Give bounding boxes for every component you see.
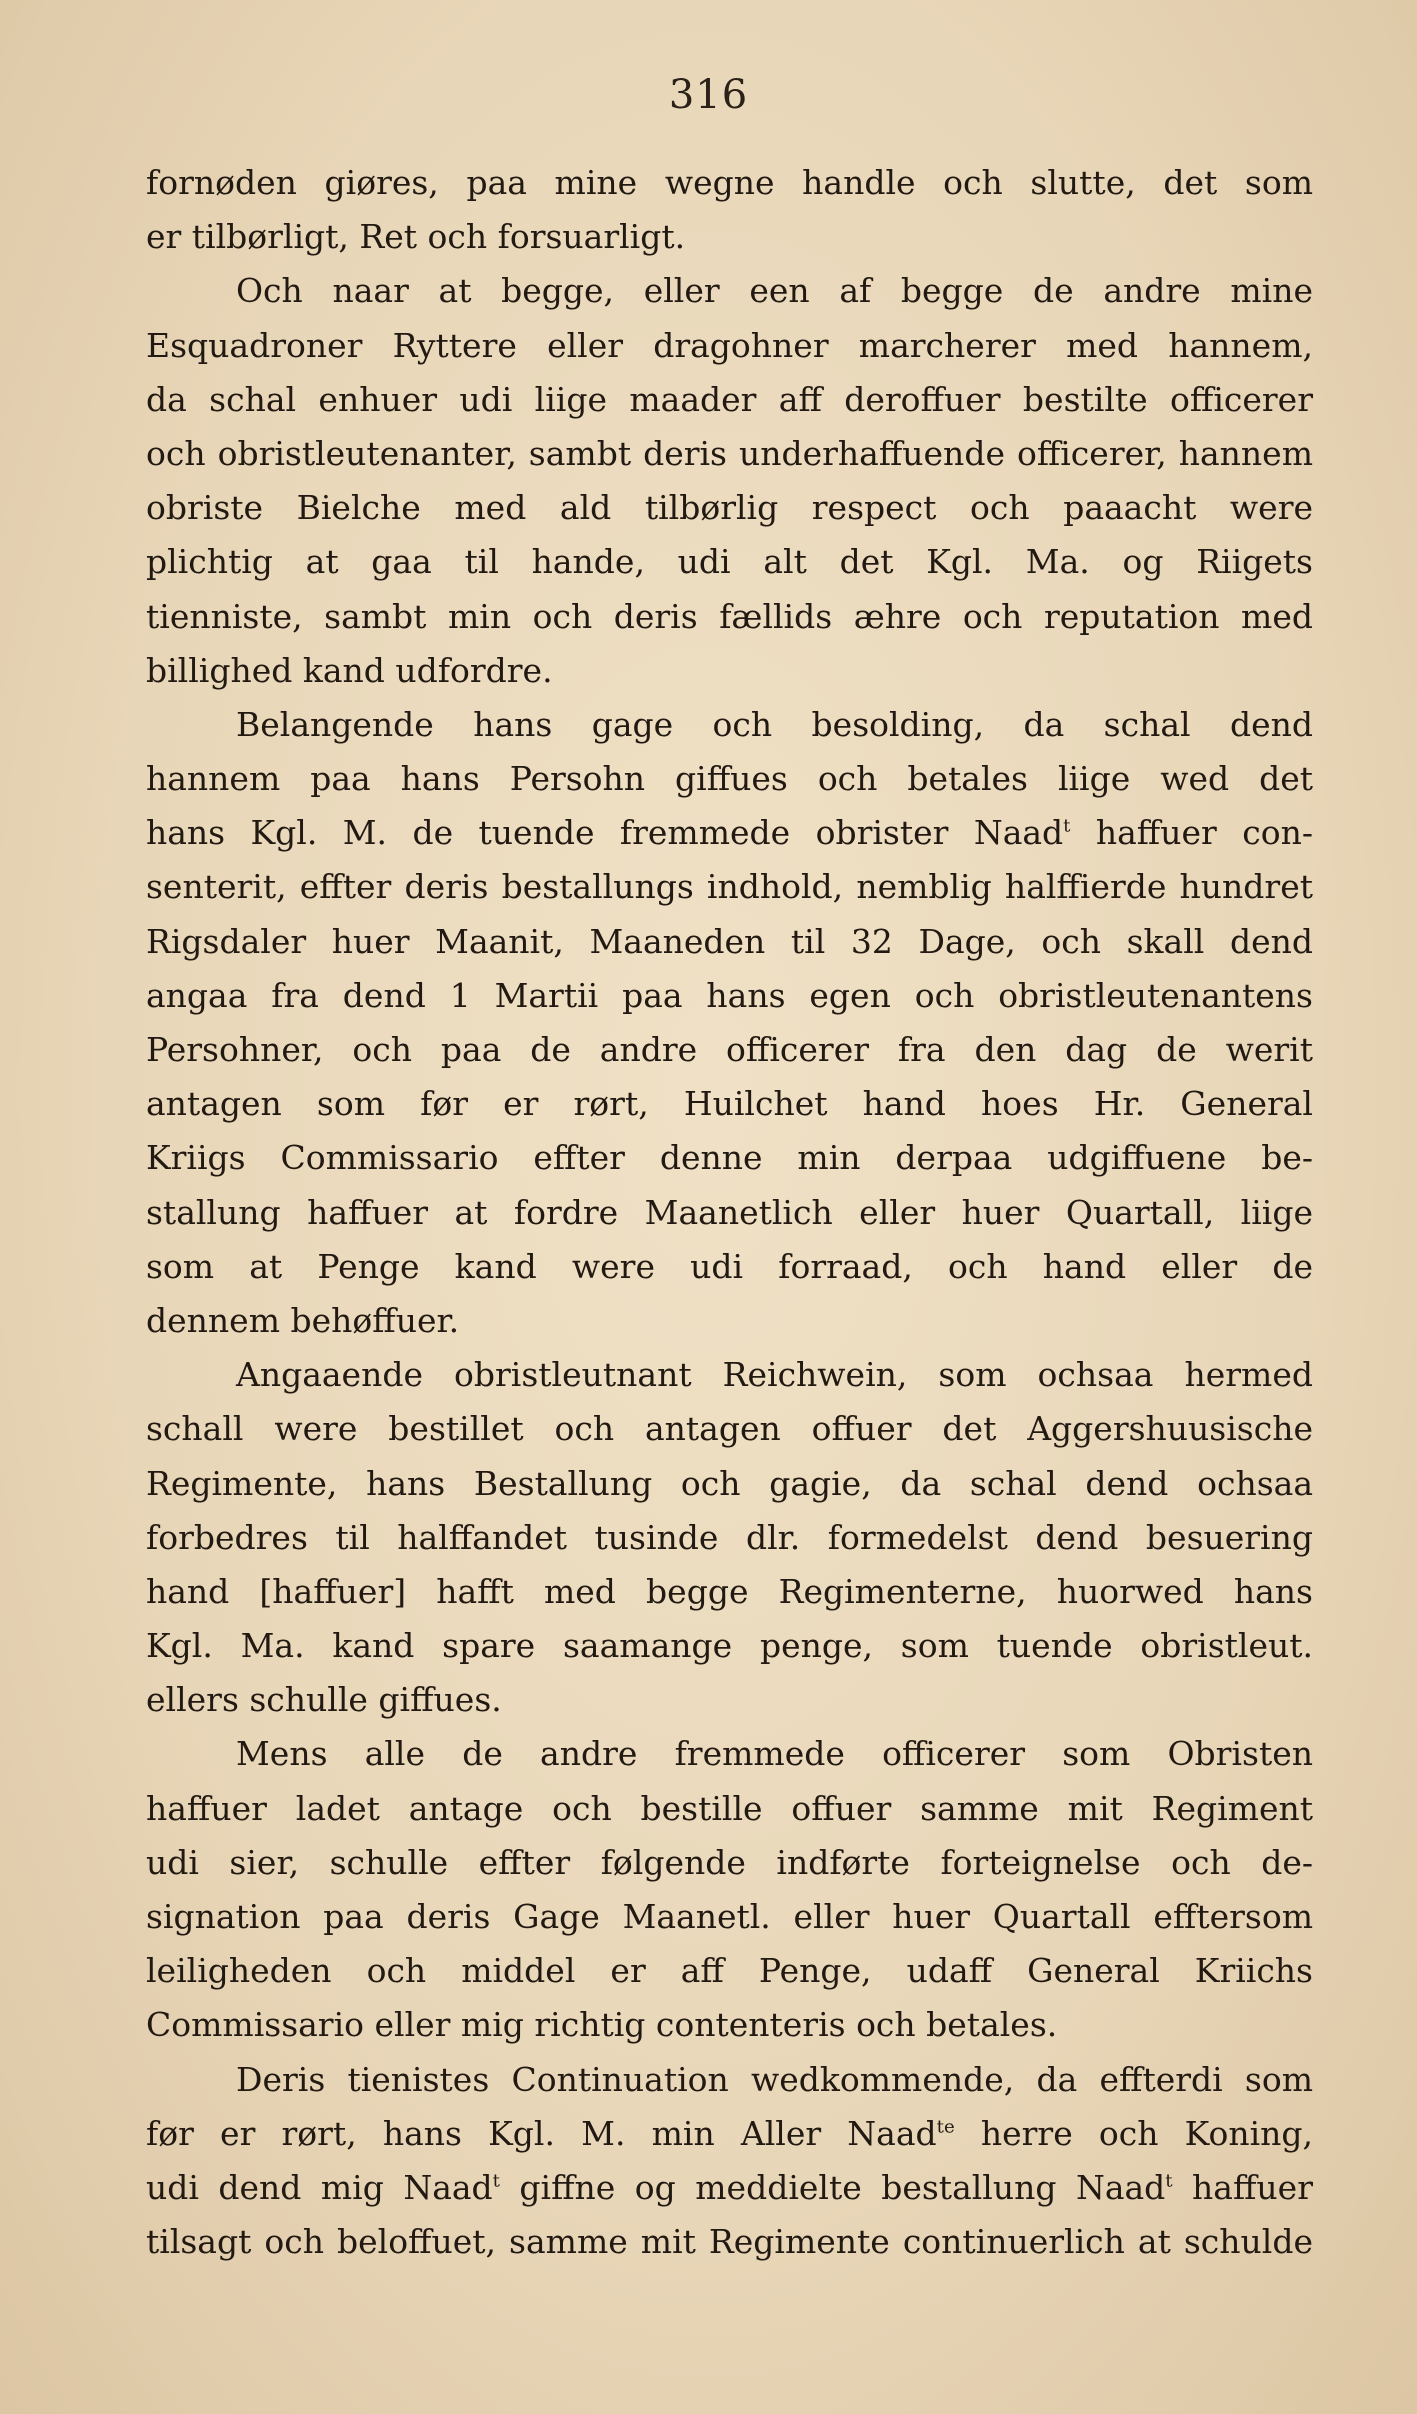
text-run: dennem behøffuer. bbox=[146, 1300, 460, 1340]
text-line bbox=[146, 319, 1313, 373]
text-run: Och naar at begge, eller een af begge de andre mine bbox=[236, 271, 1313, 311]
text-run: giffne og meddielte bestallung Naad bbox=[499, 2167, 1166, 2207]
text-line bbox=[146, 1836, 1313, 1890]
text-run: Kriigs Commissario effter denne min derpaa udgiffuene be- bbox=[146, 1138, 1313, 1178]
text-line bbox=[146, 1023, 1313, 1077]
superscript: te bbox=[936, 2116, 955, 2138]
text-run: schall were bestillet och antagen offuer det Aggershuusische bbox=[146, 1409, 1313, 1449]
text-run: hannem paa hans Persohn giffues och betales liige wed det bbox=[146, 759, 1313, 799]
text-run: herre och Koning, bbox=[954, 2113, 1313, 2153]
text-line bbox=[146, 752, 1313, 806]
text-run: ellers schulle giffues. bbox=[146, 1680, 502, 1720]
text-line bbox=[146, 1673, 1313, 1727]
text-run: udi sier, schulle effter følgende indførte forteignelse och de- bbox=[146, 1842, 1313, 1882]
text-line bbox=[146, 806, 1313, 860]
text-line bbox=[146, 427, 1313, 481]
text-line bbox=[146, 1565, 1313, 1619]
text-line bbox=[146, 1998, 1313, 2052]
text-line bbox=[146, 590, 1313, 644]
text-line bbox=[146, 1944, 1313, 1998]
text-run: Commissario eller mig richtig contenteris och betales. bbox=[146, 2005, 1058, 2045]
superscript: t bbox=[492, 2170, 500, 2192]
text-run: angaa fra dend 1 Martii paa hans egen och obristleutenantens bbox=[146, 975, 1313, 1015]
body-text bbox=[146, 156, 1313, 2269]
text-run: er tilbørligt, Ret och forsuarligt. bbox=[146, 217, 686, 257]
text-line bbox=[146, 535, 1313, 589]
superscript: t bbox=[1063, 815, 1071, 837]
text-run: plichtig at gaa til hande, udi alt det Kgl. Ma. og Riigets bbox=[146, 542, 1313, 582]
text-line bbox=[146, 2053, 1313, 2107]
text-run: och obristleutenanter, sambt deris underhaffuende officerer, hannem bbox=[146, 433, 1313, 473]
text-run: Deris tienistes Continuation wedkommende, da effterdi som bbox=[236, 2059, 1313, 2099]
text-line bbox=[146, 2161, 1313, 2215]
text-run: haffuer bbox=[1172, 2167, 1313, 2207]
text-run: Persohner, och paa de andre officerer fra den dag de werit bbox=[146, 1030, 1313, 1069]
text-run: Mens alle de andre fremmede officerer som Obristen bbox=[236, 1734, 1313, 1774]
text-run: udi dend mig Naad bbox=[146, 2167, 493, 2207]
text-line bbox=[146, 1294, 1313, 1348]
text-run: Kgl. Ma. kand spare saamange penge, som tuende obristleut. bbox=[146, 1626, 1313, 1666]
text-line bbox=[146, 481, 1313, 535]
page-number: 316 bbox=[668, 72, 749, 118]
text-run: stallung haffuer at fordre Maanetlich eller huer Quartall, liige bbox=[146, 1192, 1313, 1232]
text-line bbox=[146, 1727, 1313, 1781]
text-run: forbedres til halffandet tusinde dlr. formedelst dend besuering bbox=[146, 1517, 1313, 1557]
text-line bbox=[146, 1131, 1313, 1185]
text-run: hans Kgl. M. de tuende fremmede obrister Naad bbox=[146, 813, 1064, 853]
text-run: Regimente, hans Bestallung och gagie, da schal dend ochsaa bbox=[146, 1463, 1313, 1503]
text-line bbox=[146, 210, 1313, 264]
text-line bbox=[146, 1402, 1313, 1456]
text-line bbox=[146, 264, 1313, 318]
text-run: Angaaende obristleutnant Reichwein, som ochsaa hermed bbox=[236, 1355, 1313, 1395]
text-line bbox=[146, 2215, 1313, 2269]
text-run: som at Penge kand were udi forraad, och hand eller de bbox=[146, 1246, 1313, 1286]
text-line bbox=[146, 915, 1313, 969]
text-run: obriste Bielche med ald tilbørlig respect och paaacht were bbox=[146, 488, 1313, 528]
text-line bbox=[146, 1511, 1313, 1565]
text-run: tilsagt och beloffuet, samme mit Regimente continuerlich at schulde bbox=[146, 2222, 1313, 2262]
text-run: Belangende hans gage och besolding, da schal dend bbox=[236, 704, 1313, 744]
text-run: haffuer con- bbox=[1070, 813, 1313, 853]
text-run: Rigsdaler huer Maanit, Maaneden til 32 Dage, och skall dend bbox=[146, 921, 1313, 961]
text-line bbox=[146, 860, 1313, 914]
text-run: leiligheden och middel er aff Penge, udaff General Kriichs bbox=[146, 1951, 1313, 1991]
text-run: fornøden giøres, paa mine wegne handle och slutte, det som bbox=[146, 163, 1313, 202]
text-run: Esquadroner Ryttere eller dragohner marcherer med hannem, bbox=[146, 325, 1313, 365]
text-line bbox=[146, 1348, 1313, 1402]
text-run: signation paa deris Gage Maanetl. eller huer Quartall efftersom bbox=[146, 1897, 1313, 1936]
text-line bbox=[146, 156, 1313, 210]
text-line bbox=[146, 1890, 1313, 1944]
text-run: senterit, effter deris bestallungs indhold, nemblig halffierde hundret bbox=[146, 867, 1313, 907]
text-line bbox=[146, 1186, 1313, 1240]
text-line bbox=[146, 2107, 1313, 2161]
text-line bbox=[146, 644, 1313, 698]
text-line bbox=[146, 1240, 1313, 1294]
text-line bbox=[146, 373, 1313, 427]
text-run: haffuer ladet antage och bestille offuer samme mit Regiment bbox=[146, 1788, 1313, 1828]
text-run: da schal enhuer udi liige maader aff deroffuer bestilte officerer bbox=[146, 379, 1313, 419]
superscript: t bbox=[1165, 2170, 1173, 2192]
text-run: billighed kand udfordre. bbox=[146, 650, 553, 690]
text-line bbox=[146, 1619, 1313, 1673]
text-run: før er rørt, hans Kgl. M. min Aller Naad bbox=[146, 2113, 937, 2153]
text-line bbox=[146, 969, 1313, 1023]
text-line bbox=[146, 1782, 1313, 1836]
text-line bbox=[146, 1077, 1313, 1131]
text-run: hand [haffuer] hafft med begge Regimenterne, huorwed hans bbox=[146, 1571, 1313, 1611]
text-line bbox=[146, 1457, 1313, 1511]
text-line bbox=[146, 698, 1313, 752]
text-run: antagen som før er rørt, Huilchet hand hoes Hr. General bbox=[146, 1084, 1313, 1124]
text-run: tienniste, sambt min och deris fællids æhre och reputation med bbox=[146, 596, 1313, 636]
